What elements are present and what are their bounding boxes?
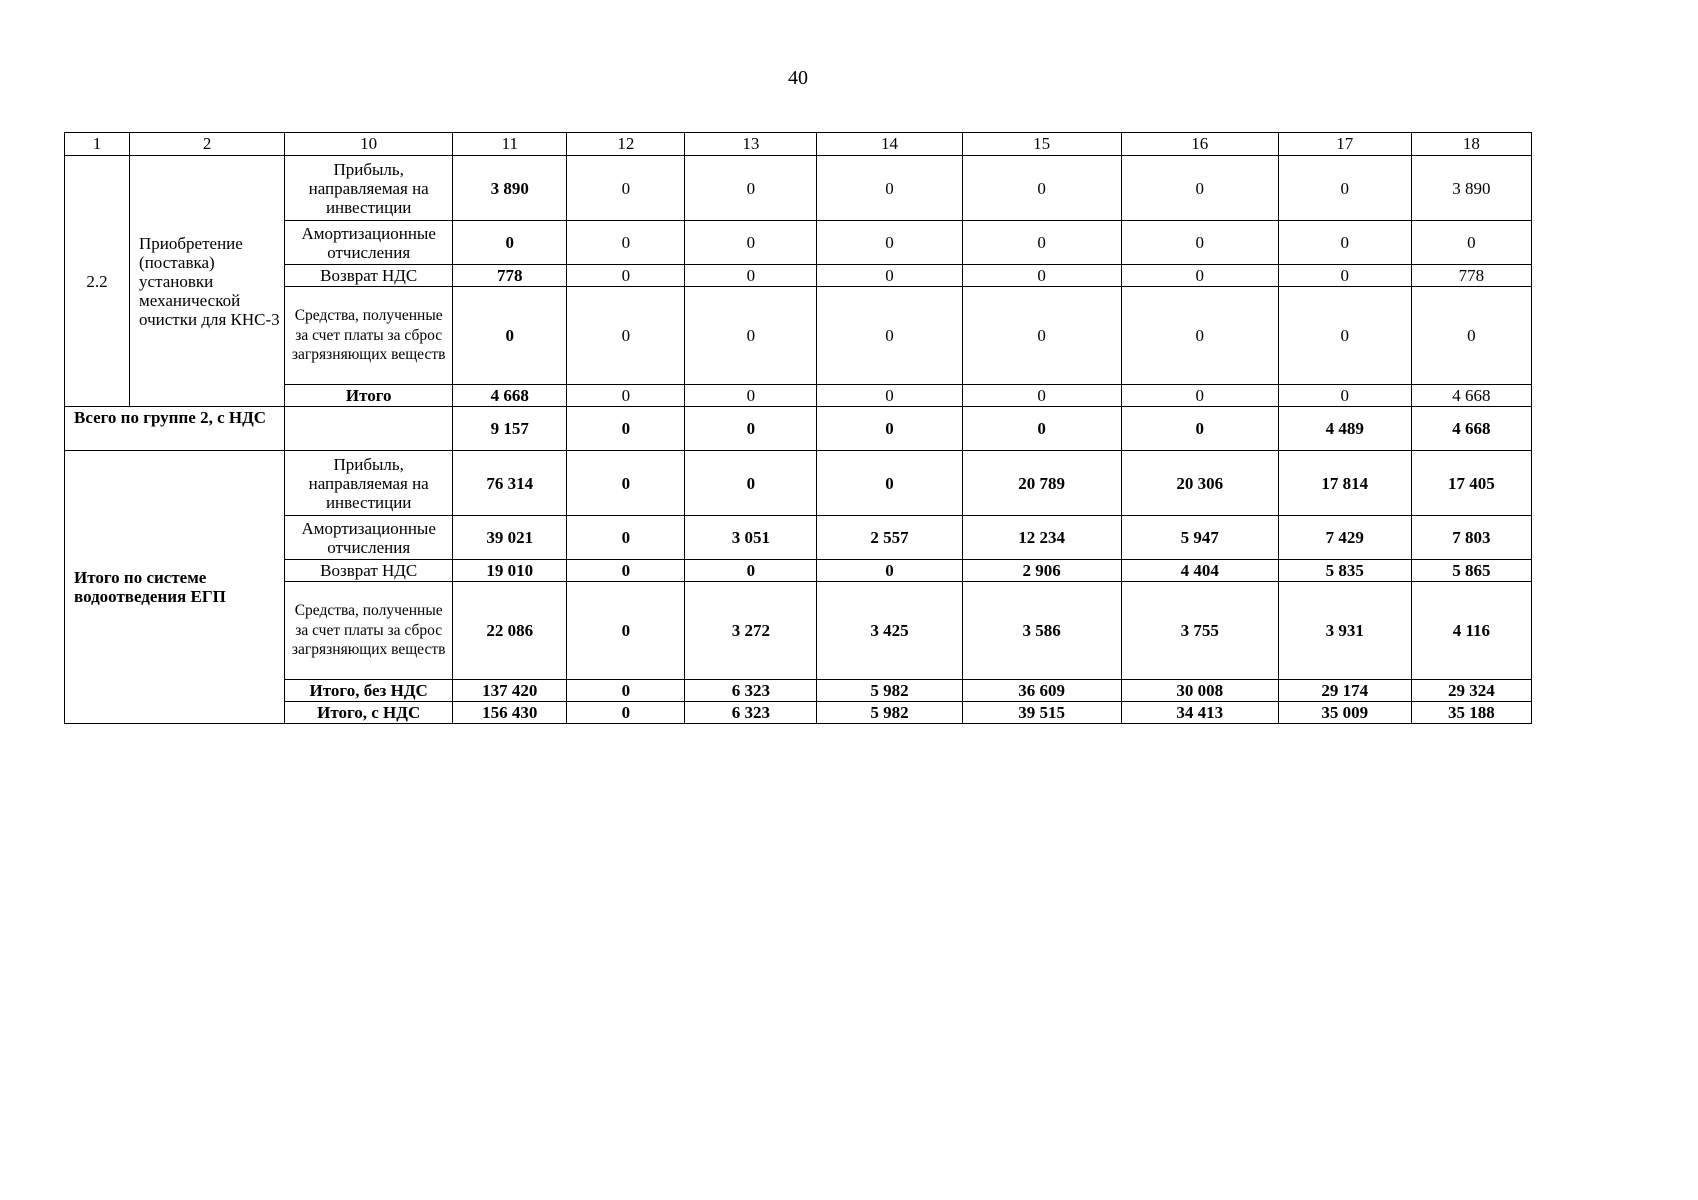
value-cell: 0 [817,407,962,451]
value-cell: 4 668 [1411,407,1531,451]
value-cell: 0 [685,407,817,451]
table-row [65,385,1532,407]
source-label: Возврат НДС [285,265,453,287]
investment-table [64,132,1532,724]
value-cell: 29 324 [1411,680,1531,702]
value-cell: 22 086 [453,582,567,680]
value-cell: 0 [1278,385,1411,407]
value-cell: 3 890 [1411,156,1531,221]
value-cell: 3 272 [685,582,817,680]
value-cell: 0 [817,265,962,287]
value-cell: 0 [453,287,567,385]
value-cell: 0 [817,451,962,516]
table-row [65,702,1532,724]
value-cell: 0 [1278,156,1411,221]
value-cell: 0 [567,451,685,516]
value-cell: 3 890 [453,156,567,221]
value-cell: 3 425 [817,582,962,680]
value-cell: 17 405 [1411,451,1531,516]
value-cell: 0 [685,287,817,385]
value-cell: 0 [962,287,1121,385]
value-cell: 0 [1121,287,1278,385]
value-cell: 0 [962,385,1121,407]
value-cell: 3 051 [685,516,817,560]
value-cell: 5 982 [817,680,962,702]
table-row [65,560,1532,582]
value-cell: 7 429 [1278,516,1411,560]
value-cell: 17 814 [1278,451,1411,516]
table-row [65,221,1532,265]
header-cell: 13 [685,133,817,156]
value-cell: 0 [817,560,962,582]
value-cell: 4 116 [1411,582,1531,680]
header-cell: 16 [1121,133,1278,156]
table-row [65,287,1532,385]
source-label: Средства, полученные за счет платы за сброс загрязняющих веществ [285,582,453,680]
value-cell: 0 [817,221,962,265]
value-cell: 2 557 [817,516,962,560]
value-cell: 0 [817,156,962,221]
table-row [65,680,1532,702]
header-cell: 12 [567,133,685,156]
value-cell: 30 008 [1121,680,1278,702]
value-cell: 76 314 [453,451,567,516]
header-cell: 2 [130,133,285,156]
value-cell: 0 [1411,287,1531,385]
value-cell: 2 906 [962,560,1121,582]
value-cell: 0 [567,265,685,287]
value-cell: 0 [685,451,817,516]
source-label: Возврат НДС [285,560,453,582]
value-cell: 39 515 [962,702,1121,724]
value-cell: 156 430 [453,702,567,724]
value-cell: 6 323 [685,702,817,724]
group-total-label: Всего по группе 2, с НДС [65,407,285,451]
value-cell: 0 [567,560,685,582]
source-label: Средства, полученные за счет платы за сброс загрязняющих веществ [285,287,453,385]
header-row [65,133,1532,156]
value-cell: 0 [1121,156,1278,221]
value-cell: 5 982 [817,702,962,724]
value-cell: 4 404 [1121,560,1278,582]
value-cell: 0 [685,221,817,265]
source-label: Амортизационные отчисления [285,221,453,265]
header-cell: 17 [1278,133,1411,156]
group-name: Приобретение (поставка) установки механической очистки для КНС-3 [130,156,285,407]
system-total-label: Итого по системе водоотведения ЕГП [65,451,285,724]
value-cell: 0 [817,385,962,407]
value-cell: 0 [567,156,685,221]
value-cell: 0 [1121,265,1278,287]
source-label: Итого, с НДС [285,702,453,724]
value-cell: 3 931 [1278,582,1411,680]
value-cell: 0 [567,516,685,560]
value-cell: 0 [567,221,685,265]
value-cell: 12 234 [962,516,1121,560]
value-cell: 0 [567,287,685,385]
value-cell: 778 [1411,265,1531,287]
value-cell: 3 755 [1121,582,1278,680]
header-cell: 18 [1411,133,1531,156]
value-cell: 137 420 [453,680,567,702]
value-cell: 0 [962,221,1121,265]
value-cell: 0 [567,582,685,680]
value-cell: 4 668 [1411,385,1531,407]
value-cell: 0 [1121,221,1278,265]
source-label: Амортизационные отчисления [285,516,453,560]
header-cell: 1 [65,133,130,156]
source-label: Итого [285,385,453,407]
table-row [65,582,1532,680]
table-row [65,516,1532,560]
table-row [65,265,1532,287]
value-cell: 19 010 [453,560,567,582]
value-cell: 0 [1278,287,1411,385]
value-cell: 4 489 [1278,407,1411,451]
value-cell: 0 [1121,385,1278,407]
value-cell: 0 [685,560,817,582]
value-cell: 0 [962,156,1121,221]
header-cell: 10 [285,133,453,156]
value-cell: 0 [685,385,817,407]
value-cell: 0 [1278,265,1411,287]
value-cell: 39 021 [453,516,567,560]
header-cell: 11 [453,133,567,156]
group-number: 2.2 [65,156,130,407]
value-cell: 0 [567,702,685,724]
header-cell: 14 [817,133,962,156]
value-cell: 0 [1121,407,1278,451]
source-label: Прибыль, направляемая на инвестиции [285,156,453,221]
source-label: Прибыль, направляемая на инвестиции [285,451,453,516]
value-cell: 0 [962,407,1121,451]
table-row [65,156,1532,221]
value-cell: 0 [685,265,817,287]
value-cell: 778 [453,265,567,287]
header-cell: 15 [962,133,1121,156]
value-cell: 4 668 [453,385,567,407]
value-cell: 5 835 [1278,560,1411,582]
empty-cell [285,407,453,451]
value-cell: 36 609 [962,680,1121,702]
value-cell: 5 865 [1411,560,1531,582]
value-cell: 20 789 [962,451,1121,516]
group-total-row [65,407,1532,451]
value-cell: 9 157 [453,407,567,451]
source-label: Итого, без НДС [285,680,453,702]
value-cell: 6 323 [685,680,817,702]
value-cell: 35 009 [1278,702,1411,724]
value-cell: 0 [685,156,817,221]
value-cell: 0 [453,221,567,265]
value-cell: 0 [1278,221,1411,265]
value-cell: 29 174 [1278,680,1411,702]
value-cell: 7 803 [1411,516,1531,560]
table-body [65,133,1532,724]
value-cell: 0 [567,407,685,451]
table-row [65,451,1532,516]
value-cell: 0 [962,265,1121,287]
value-cell: 20 306 [1121,451,1278,516]
value-cell: 0 [567,385,685,407]
value-cell: 3 586 [962,582,1121,680]
page-number: 40 [788,67,808,89]
value-cell: 35 188 [1411,702,1531,724]
value-cell: 5 947 [1121,516,1278,560]
value-cell: 0 [567,680,685,702]
value-cell: 34 413 [1121,702,1278,724]
value-cell: 0 [1411,221,1531,265]
value-cell: 0 [817,287,962,385]
